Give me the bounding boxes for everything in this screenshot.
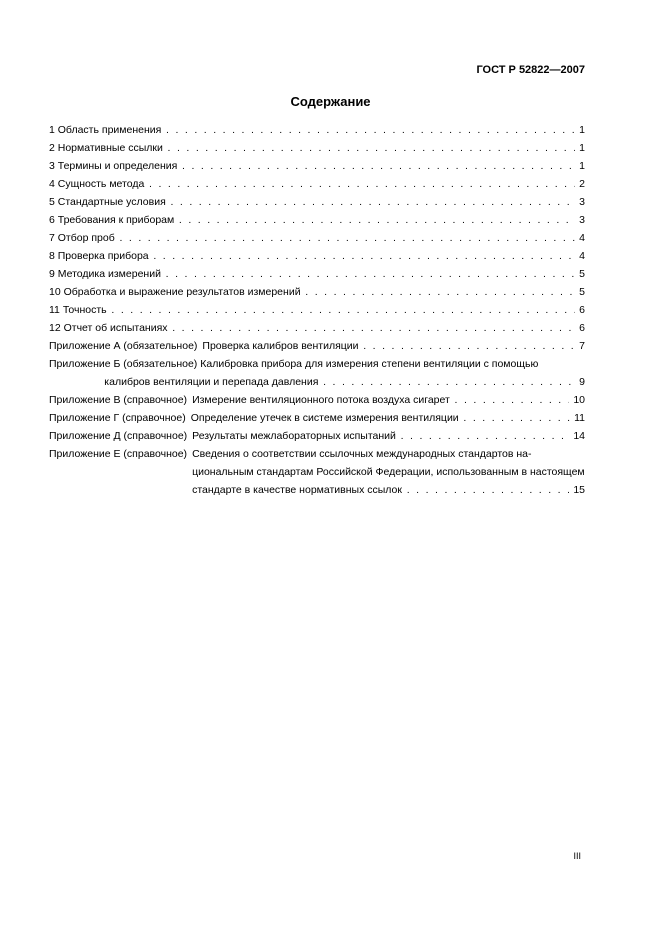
appendix-title: Проверка калибров вентиляции . . . [202, 337, 575, 355]
appendix-prefix: Приложение Д (справочное) [49, 430, 188, 442]
toc-appendix-g[interactable] [49, 409, 585, 427]
appendix-page: 14 [573, 430, 585, 442]
toc-entry-text: 10 Обработка и выражение результатов измерений . . . [49, 283, 575, 301]
toc-entry-page: 6 [579, 304, 585, 316]
toc-entry-text: 9 Методика измерений . . . [49, 265, 575, 283]
toc-appendix-a[interactable] [49, 337, 585, 355]
appendix-prefix: Приложение Е (справочное) [49, 448, 188, 460]
appendix-page: 7 [579, 340, 585, 352]
toc-entry-text: 12 Отчет об испытаниях . . . [49, 319, 575, 337]
appendix-prefix: Приложение В (справочное) [49, 394, 188, 406]
toc-entry-page: 3 [579, 214, 585, 226]
toc-entry-page: 4 [579, 250, 585, 262]
toc-entry-page: 1 [579, 142, 585, 154]
standard-code: ГОСТ Р 52822—2007 [476, 64, 585, 76]
toc-entry-5[interactable] [49, 193, 585, 211]
toc-entry-page: 5 [579, 286, 585, 298]
toc-entry-page: 1 [579, 160, 585, 172]
toc-entry-text: 6 Требования к приборам . . . [49, 211, 575, 229]
appendix-prefix: Приложение Б (обязательное) [49, 358, 198, 370]
appendix-title-line: Сведения о соответствии ссылочных международных стандартов на- [192, 448, 532, 460]
toc-entry-4[interactable] [49, 175, 585, 193]
toc-entry-12[interactable] [49, 319, 585, 337]
appendix-title: Результаты межлабораторных испытаний . . . [192, 427, 569, 445]
toc-appendix-d[interactable] [49, 427, 585, 445]
toc-appendix-v[interactable] [49, 391, 585, 409]
appendix-prefix: Приложение Г (справочное) [49, 412, 186, 424]
appendix-page: 10 [573, 394, 585, 406]
toc-appendix-e[interactable] [49, 445, 585, 499]
toc-entry-text: 11 Точность . . . [49, 301, 575, 319]
toc-entry-page: 1 [579, 124, 585, 136]
toc-entry-text: 2 Нормативные ссылки . . . [49, 139, 575, 157]
toc-entry-6[interactable] [49, 211, 585, 229]
appendix-title: Измерение вентиляционного потока воздуха сигарет . . . [192, 391, 569, 409]
toc-appendix-b-continued[interactable] [49, 373, 585, 391]
toc-entry-text: 8 Проверка прибора . . . [49, 247, 575, 265]
appendix-title: Определение утечек в системе измерения вентиляции . . . [191, 409, 570, 427]
toc-appendix-b[interactable] [49, 355, 585, 373]
toc-entry-page: 6 [579, 322, 585, 334]
toc-entry-text: 3 Термины и определения . . . [49, 157, 575, 175]
toc-entry-1[interactable] [49, 121, 585, 139]
toc-entry-page: 3 [579, 196, 585, 208]
table-of-contents [49, 121, 585, 499]
toc-entry-page: 2 [579, 178, 585, 190]
appendix-title: калибров вентиляции и перепада давления . . . [104, 373, 575, 391]
toc-entry-7[interactable] [49, 229, 585, 247]
toc-entry-8[interactable] [49, 247, 585, 265]
toc-entry-page: 4 [579, 232, 585, 244]
appendix-page: 9 [579, 376, 585, 388]
contents-title: Содержание [290, 94, 371, 109]
appendix-prefix: Приложение А (обязательное) [49, 340, 198, 352]
appendix-page: 11 [574, 412, 585, 424]
page-number: III [573, 851, 581, 861]
appendix-title-line: циональным стандартам Российской Федерации, использованным в настоящем [192, 466, 585, 478]
appendix-title-line: Калибровка прибора для измерения степени вентиляции с помощью [200, 358, 539, 370]
appendix-page: 15 [573, 484, 585, 496]
toc-entry-page: 5 [579, 268, 585, 280]
appendix-title: стандарте в качестве нормативных ссылок . . . [192, 481, 569, 499]
toc-entry-text: 7 Отбор проб . . . [49, 229, 575, 247]
toc-entry-text: 4 Сущность метода . . . [49, 175, 575, 193]
toc-entry-2[interactable] [49, 139, 585, 157]
toc-entry-text: 5 Стандартные условия . . . [49, 193, 575, 211]
toc-entry-11[interactable] [49, 301, 585, 319]
toc-entry-text: 1 Область применения . . . [49, 121, 575, 139]
toc-entry-10[interactable] [49, 283, 585, 301]
toc-entry-3[interactable] [49, 157, 585, 175]
toc-entry-9[interactable] [49, 265, 585, 283]
